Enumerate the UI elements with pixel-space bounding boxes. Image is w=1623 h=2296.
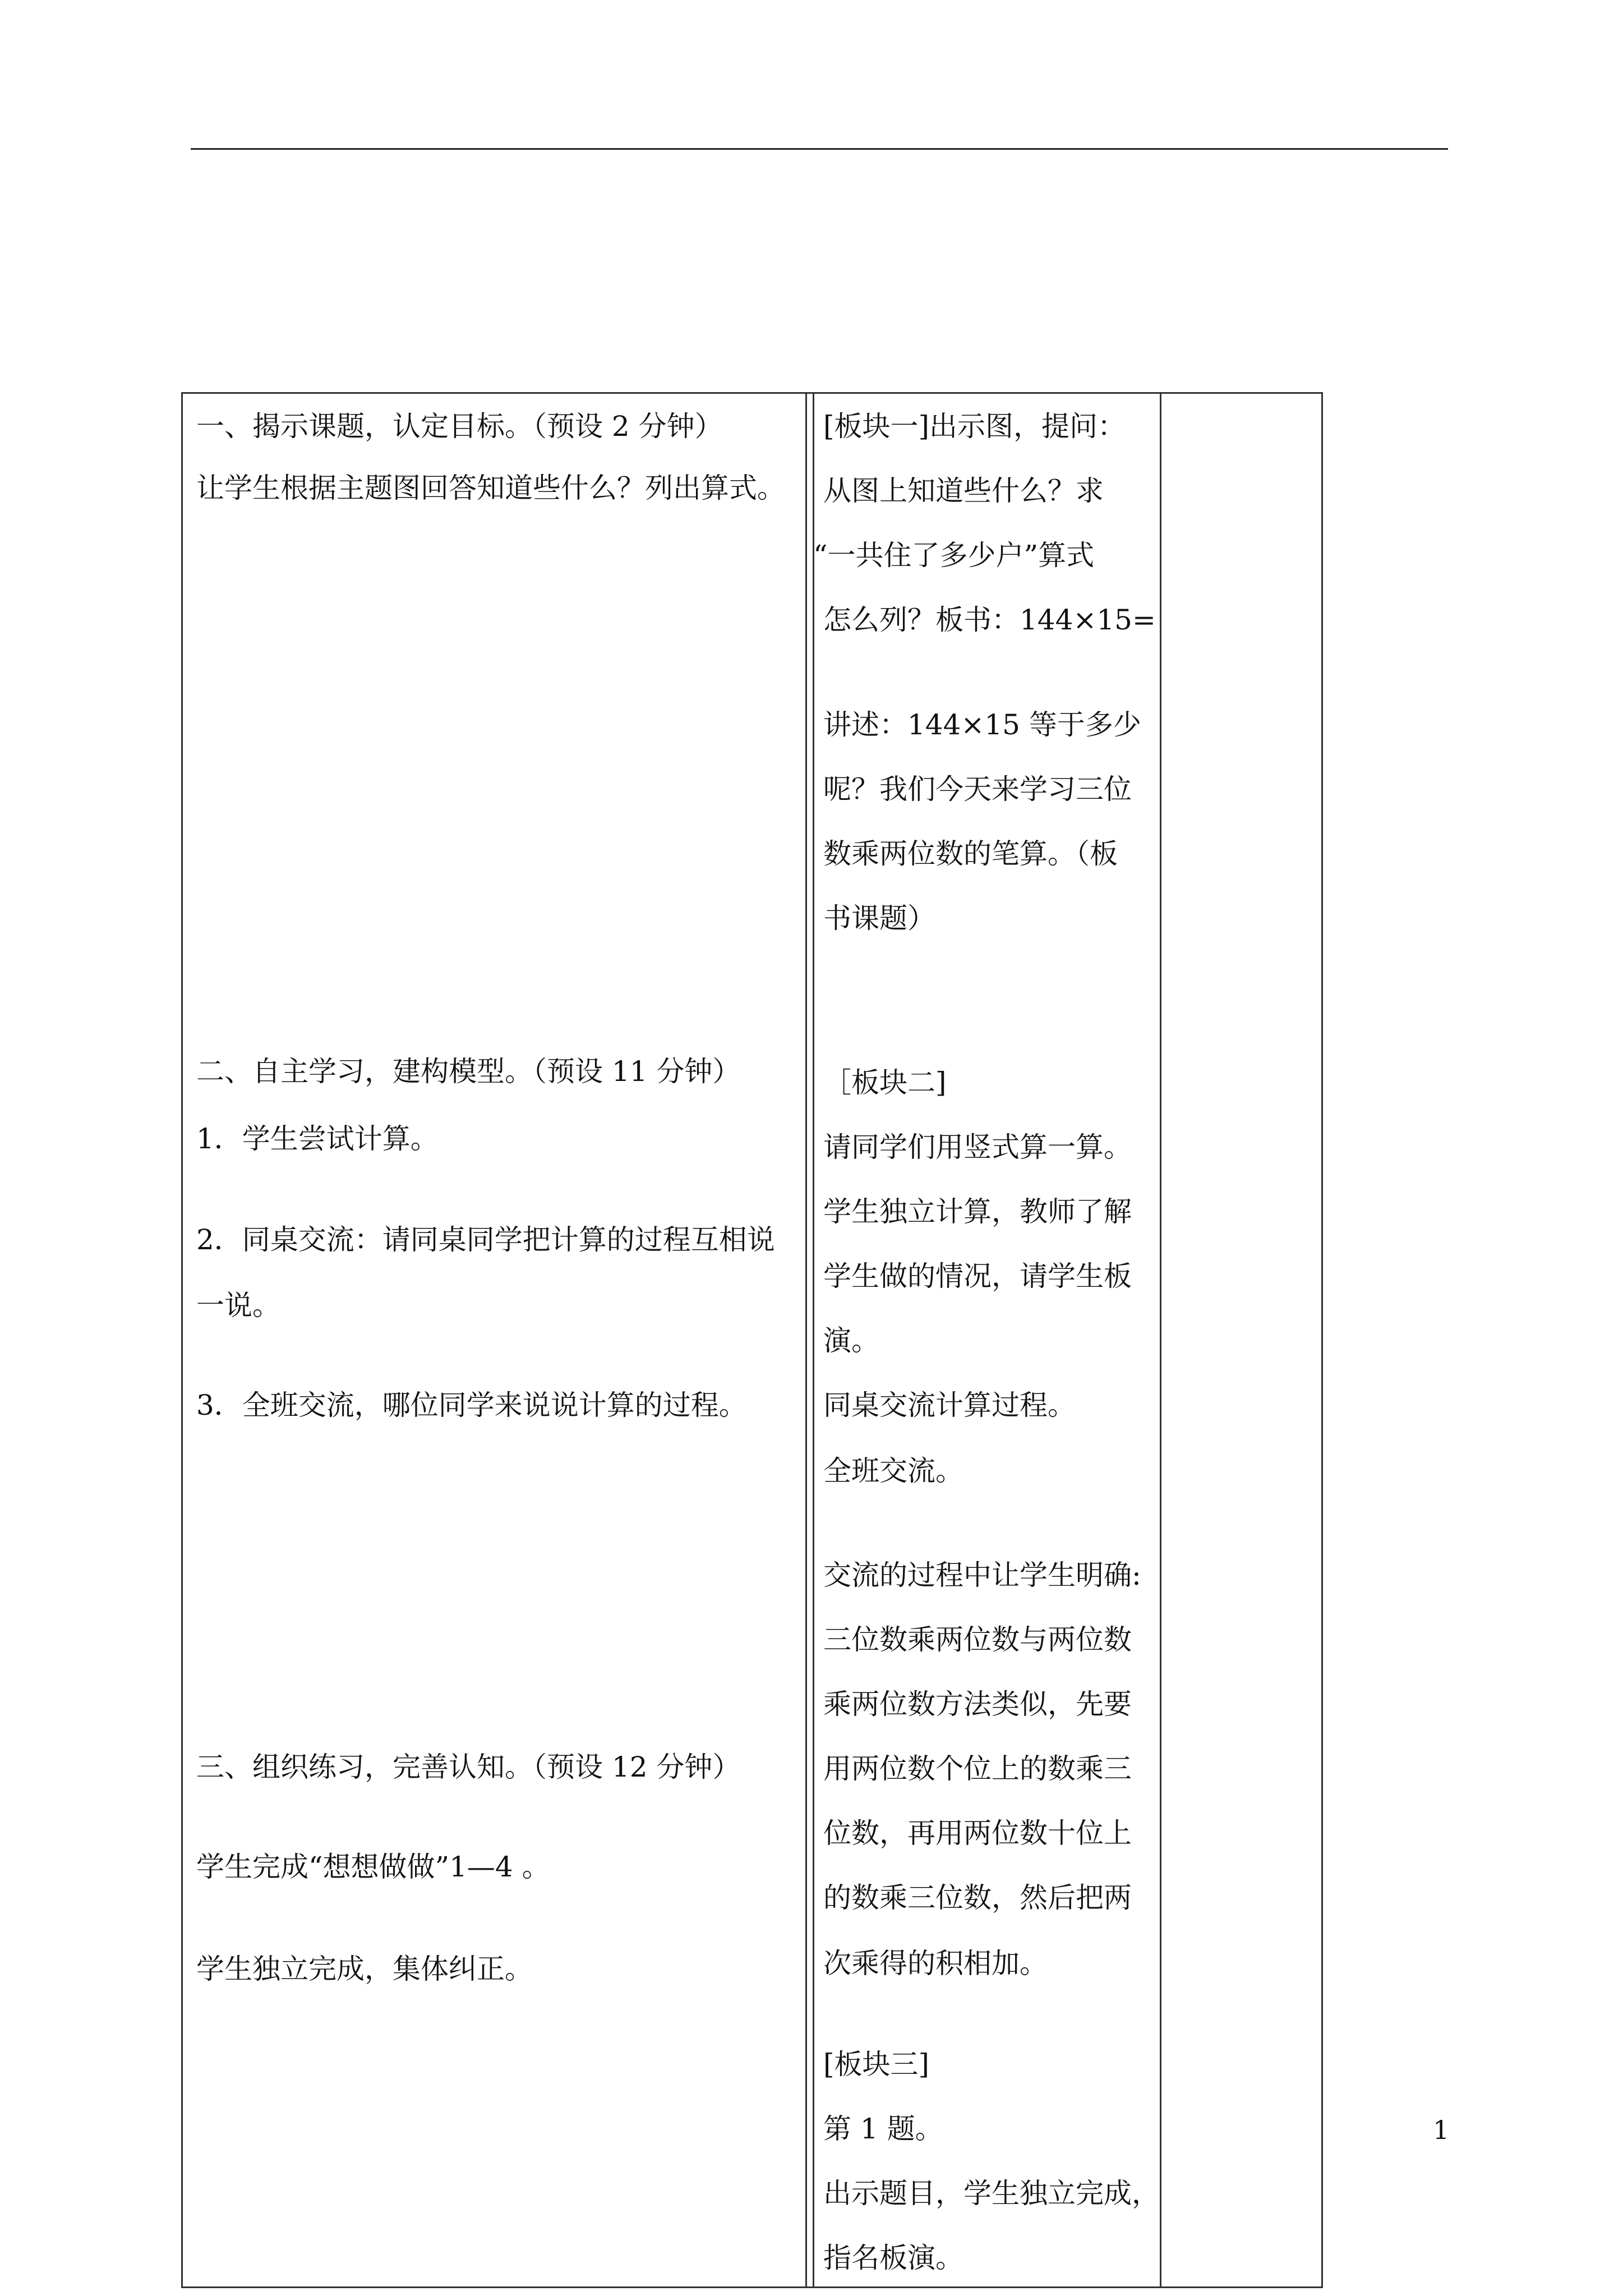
- block2-line: 学生做的情况，请学生板: [823, 1260, 1132, 1292]
- section3-title: 三、组织练习，完善认知。（预设 12 分钟）: [196, 1751, 741, 1783]
- section2-item-3: 3．全班交流，哪位同学来说说计算的过程。: [196, 1389, 747, 1421]
- block3-line: 出示题目，学生独立完成，: [823, 2177, 1160, 2210]
- column-divider: [813, 394, 814, 2286]
- block3-line: 第 1 题。: [823, 2113, 943, 2145]
- block2-line: 请同学们用竖式算一算。: [823, 1131, 1132, 1163]
- section2-title: 二、自主学习，建构模型。（预设 11 分钟）: [196, 1055, 741, 1088]
- section2-item-2-cont: 一说。: [196, 1289, 280, 1322]
- block2-line: 全班交流。: [823, 1455, 963, 1487]
- block1-narration-line: 讲述：144×15 等于多少: [823, 708, 1141, 741]
- block2-line: ［板块二]: [823, 1066, 947, 1099]
- block1-line: 从图上知道些什么？求: [823, 475, 1104, 507]
- block1-line: [板块一]出示图，提问：: [823, 410, 1126, 443]
- block2-summary-line: 次乘得的积相加。: [823, 1947, 1048, 1980]
- block2-summary-line: 乘两位数方法类似，先要: [823, 1688, 1132, 1720]
- block2-summary-line: 交流的过程中让学生明确:: [823, 1559, 1141, 1591]
- block3-line: 指名板演。: [823, 2242, 963, 2274]
- block2-summary-line: 位数，再用两位数十位上: [823, 1817, 1132, 1849]
- block1-line: “一共住了多少户”算式: [813, 539, 1095, 572]
- lesson-plan-table: [181, 392, 1323, 2288]
- section2-item-2: 2．同桌交流：请同桌同学把计算的过程互相说: [196, 1223, 775, 1256]
- section3-text-1: 学生完成“想想做做”1—4 。: [196, 1851, 550, 1883]
- block2-line: 同桌交流计算过程。: [823, 1389, 1076, 1421]
- block1-narration-line: 呢？我们今天来学习三位: [823, 773, 1132, 806]
- block2-line: 学生独立计算，教师了解: [823, 1195, 1132, 1228]
- column-divider: [805, 394, 807, 2286]
- block2-summary-line: 三位数乘两位数与两位数: [823, 1623, 1132, 1656]
- block1-narration-line: 数乘两位数的笔算。（板: [823, 838, 1118, 870]
- section1-title: 一、揭示课题，认定目标。（预设 2 分钟）: [196, 410, 723, 443]
- page-number: 1: [1433, 2115, 1450, 2145]
- column-divider: [1160, 394, 1161, 2286]
- block2-summary-line: 的数乘三位数，然后把两: [823, 1881, 1132, 1914]
- block3-line: [板块三]: [823, 2048, 930, 2081]
- block1-narration-line: 书课题）: [823, 902, 935, 935]
- section3-text-2: 学生独立完成，集体纠正。: [196, 1953, 533, 1985]
- header-rule: [191, 148, 1448, 150]
- section2-item-1: 1．学生尝试计算。: [196, 1122, 439, 1155]
- block2-line: 演。: [823, 1324, 879, 1357]
- section1-text: 让学生根据主题图回答知道些什么？列出算式。: [196, 472, 785, 504]
- block2-summary-line: 用两位数个位上的数乘三: [823, 1752, 1132, 1785]
- block1-line: 怎么列？板书：144×15=: [823, 604, 1156, 636]
